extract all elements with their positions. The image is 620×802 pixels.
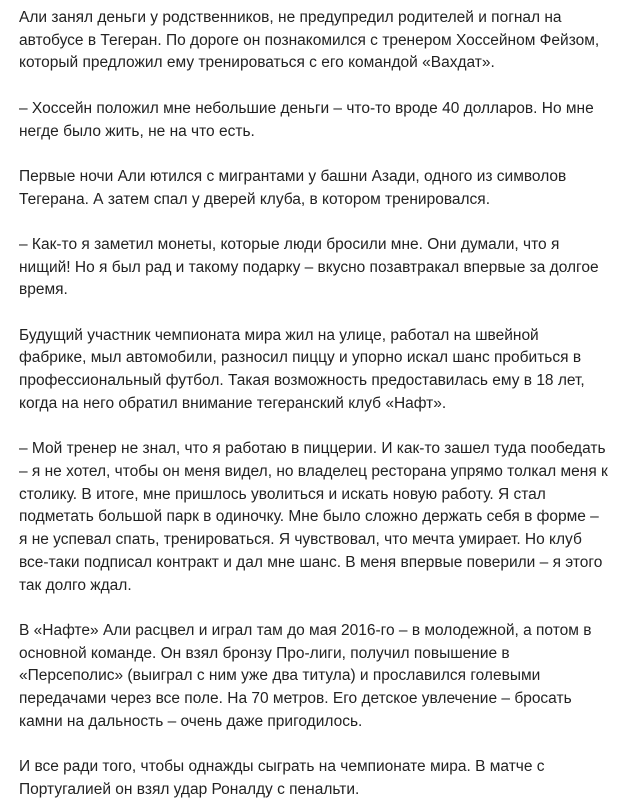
paragraph-quote-coins: – Как-то я заметил монеты, которые люди бросили мне. Они думали, что я нищий! Но я был рад и такому подарку – вкусно позавтракал впервые за долгое время. [19,235,599,299]
paragraph-street-life: Будущий участник чемпионата мира жил на улице, работал на швейной фабрике, мыл автомобили, разносил пиццу и упорно искал шанс пробиться в профессиональный футбол. Такая возможность предоставилась ему в 18 лет, когда на него обратил внимание тегеранский клуб «Нафт». [19,326,585,412]
paragraph-quote-pizzeria: – Мой тренер не знал, что я работаю в пиццерии. И как-то зашел туда пообедать – я не хотел, чтобы он меня видел, но владелец ресторана упрямо толкал меня к столику. В итоге, мне пришлось уволиться и искать новую работу. Я стал подметать большой парк в одиночку. Мне было сложно держать себя в форме – я не успевал спать, тренироваться. Я чувствовал, что мечта умирает. Но клуб все-таки подписал контракт и дал мне шанс. В меня впервые поверили – я этого так долго ждал. [19,440,608,594]
paragraph-naft-career: В «Нафте» Али расцвел и играл там до мая 2016-го – в молодежной, а потом в основной команде. Он взял бронзу Про-лиги, получил повышение в «Персеполис» (выиграл с ним уже два титула) и прославился голевыми передачами через все поле. На 70 метров. Его детское увлечение – бросать камни на дальность – очень даже пригодилось. [19,621,592,730]
paragraph-quote-money: – Хоссейн положил мне небольшие деньги – что-то вроде 40 долларов. Но мне негде было жить, не на что есть. [19,99,594,140]
paragraph-world-cup: И все ради того, чтобы однажды сыграть на чемпионате мира. В матче с Португалией он взял удар Роналду с пенальти. [19,758,545,798]
paragraph-loan-and-trip: Али занял деньги у родственников, не предупредил родителей и погнал на автобусе в Тегеран. По дороге он познакомился с тренером Хоссейном Фейзом, который предложил ему тренироваться с его командой «Вахдат». [19,9,600,72]
paragraph-first-nights: Первые ночи Али ютился с мигрантами у башни Азади, одного из символов Тегерана. А затем спал у дверей клуба, в котором тренировался. [19,167,567,208]
article-body [19,7,609,802]
